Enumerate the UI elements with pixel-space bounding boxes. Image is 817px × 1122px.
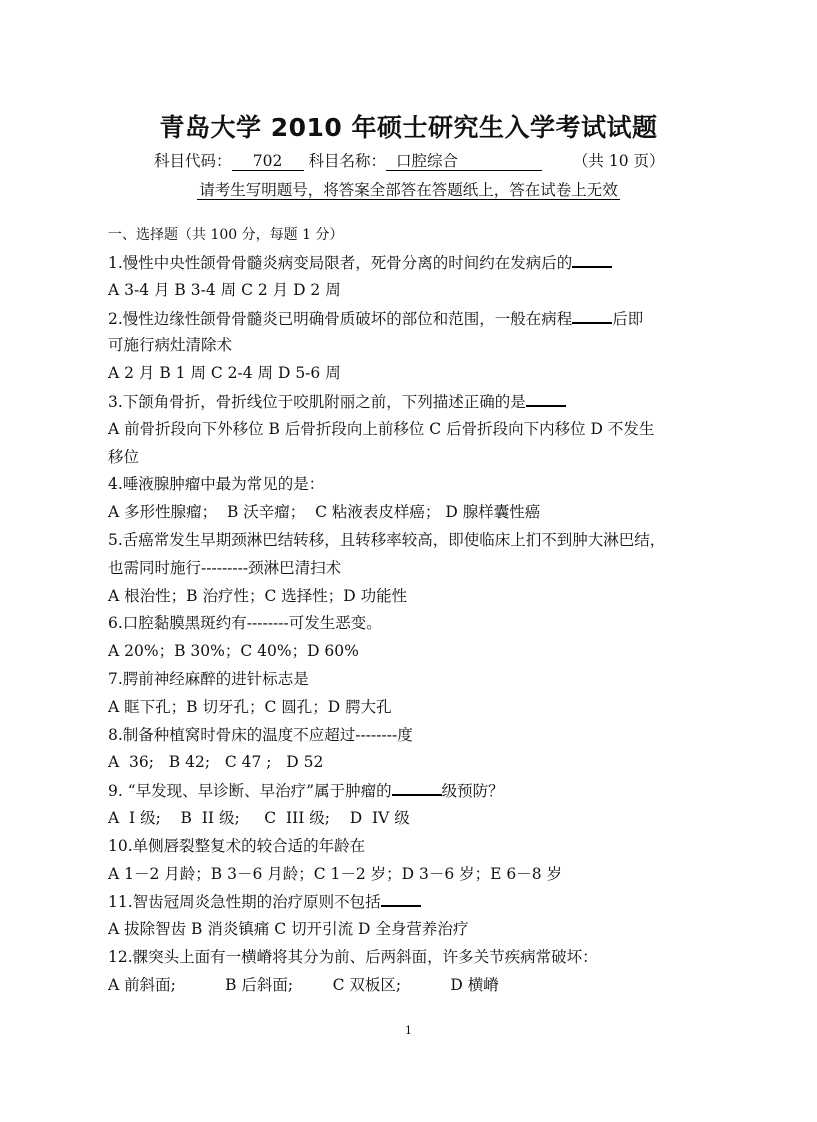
notice (0, 178, 817, 200)
question-line (108, 447, 139, 467)
line-text: A 1－2 月龄；B 3－6 月龄；C 1－2 岁；D 3－6 岁；E 6－8 岁 (108, 864, 563, 883)
line-text: 10.单侧唇裂整复术的较合适的年龄在 (108, 836, 366, 855)
subject-info (154, 149, 664, 171)
question-text (108, 474, 324, 494)
line-text: A 眶下孔；B 切牙孔；C 圆孔；D 腭大孔 (108, 697, 392, 716)
line-text: A 2 月 B 1 周 C 2-4 周 D 5-6 周 (108, 364, 341, 383)
question-line (108, 975, 499, 995)
question-text (108, 725, 413, 745)
question-text (108, 530, 665, 550)
line-text: 5.舌癌常发生早期颈淋巴结转移，且转移率较高，即使临床上扪不到肿大淋巴结， (108, 531, 666, 549)
question-line (108, 280, 341, 300)
question-line (108, 808, 410, 828)
question-text (108, 947, 598, 967)
line-text: A 拔除智齿 B 消炎镇痛 C 切开引流 D 全身营养治疗 (108, 920, 469, 939)
line-text: 3.下颌角骨折，骨折线位于咬肌附丽之前，下列描述正确的是 (108, 393, 526, 411)
answer-blank (392, 780, 442, 796)
line-text-after-blank: 后即 (612, 309, 644, 328)
line-text: 2.慢性边缘性颌骨骨髓炎已明确骨质破坏的部位和范围，一般在病程 (108, 309, 573, 328)
subject-code-label: 科目代码： (154, 152, 232, 170)
question-line (108, 641, 359, 661)
question-text (108, 780, 504, 801)
line-text: A 36; B 42; C 47 ; D 52 (108, 753, 324, 772)
question-text (108, 613, 382, 633)
line-text: A I 级; B II 级; C III 级; D IV 级 (108, 809, 410, 827)
question-line (108, 363, 341, 383)
line-text: A 根治性；B 治疗性；C 选择性；D 功能性 (108, 586, 408, 605)
question-line (108, 558, 341, 578)
line-text-after-blank: 级预防？ (441, 782, 504, 801)
line-text: A 3-4 月 B 3-4 周 C 2 月 D 2 周 (108, 280, 341, 299)
question-text (108, 891, 421, 912)
question-line (108, 919, 468, 939)
line-text: A 前骨折段向下外移位 B 后骨折段向上前移位 C 后骨折段向下内移位 D 不发生 (108, 419, 655, 438)
line-text: 也需同时施行---------颈淋巴清扫术 (108, 558, 342, 577)
line-text: 9. “早发现、早诊断、早治疗”属于肿瘤的 (108, 782, 392, 801)
question-line (108, 502, 540, 522)
line-text: 移位 (108, 447, 140, 466)
line-text: 6.口腔黏膜黑斑约有--------可发生恶变。 (108, 614, 382, 633)
line-text: A 前斜面; B 后斜面; C 双板区; D 横嵴 (108, 975, 499, 994)
question-text (108, 836, 365, 856)
question-text (108, 669, 309, 689)
answer-blank (381, 891, 421, 907)
subject-code: 702 (232, 153, 304, 171)
exam-title: 青岛大学 2010 年硕士研究生入学考试试题 (159, 113, 658, 142)
question-text (108, 391, 566, 412)
question-text (108, 252, 612, 273)
answer-blank (572, 252, 612, 268)
question-line (108, 864, 562, 884)
question-line (108, 335, 232, 355)
line-text: 可施行病灶清除术 (108, 336, 233, 355)
line-text: A 20%；B 30%；C 40%；D 60% (108, 642, 359, 661)
answer-blank (572, 308, 612, 324)
question-line (108, 586, 407, 606)
page-count: （共 10 页） (572, 152, 665, 170)
line-text: 7.腭前神经麻醉的进针标志是 (108, 670, 309, 688)
answer-blank (526, 391, 566, 407)
notice-text: 请考生写明题号，将答案全部答在答题纸上，答在试卷上无效 (199, 181, 618, 199)
page-number: 1 (405, 1024, 412, 1037)
section-heading: 一、选择题（共 100 分，每题 1 分） (108, 227, 344, 243)
question-line (108, 752, 323, 772)
question-line (108, 419, 654, 439)
question-line (108, 697, 392, 717)
subject-name-label: 科目名称： (308, 152, 386, 170)
line-text: A 多形性腺瘤； B 沃辛瘤； C 粘液表皮样癌； D 腺样囊性癌 (108, 503, 541, 522)
line-text: 8.制备种植窝时骨床的温度不应超过--------度 (108, 725, 413, 744)
subject-name: 口腔综合 (386, 153, 542, 171)
question-text (108, 308, 643, 329)
line-text: 12.髁突头上面有一横嵴将其分为前、后两斜面，许多关节疾病常破坏： (108, 948, 598, 966)
line-text: 1.慢性中央性颌骨骨髓炎病变局限者，死骨分离的时间约在发病后的 (108, 254, 573, 272)
line-text: 11.智齿冠周炎急性期的治疗原则不包括 (108, 893, 381, 912)
line-text: 4.唾液腺肿瘤中最为常见的是： (108, 475, 325, 494)
